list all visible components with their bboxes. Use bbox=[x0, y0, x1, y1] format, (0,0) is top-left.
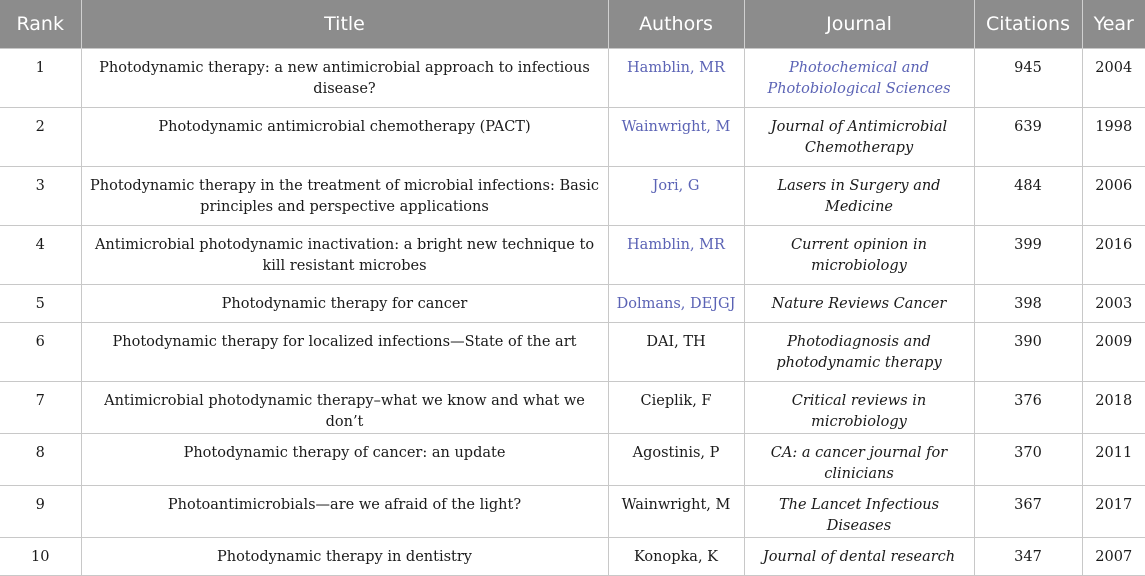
cell-year: 2009 bbox=[1082, 322, 1145, 381]
cell-author: Cieplik, F bbox=[608, 381, 744, 433]
header-journal: Journal bbox=[744, 0, 974, 48]
cell-year: 2011 bbox=[1082, 433, 1145, 485]
header-row bbox=[0, 0, 1145, 48]
cell-title: Photodynamic antimicrobial chemotherapy (PACT) bbox=[81, 107, 608, 166]
cell-year: 2003 bbox=[1082, 284, 1145, 322]
cell-author-link[interactable]: Hamblin, MR bbox=[608, 48, 744, 107]
cell-author: Konopka, K bbox=[608, 537, 744, 575]
cell-journal: Lasers in Surgery and Medicine bbox=[744, 166, 974, 225]
cell-title: Antimicrobial photodynamic therapy–what we know and what we don’t bbox=[81, 381, 608, 433]
cell-citations: 367 bbox=[974, 485, 1082, 537]
cell-citations: 390 bbox=[974, 322, 1082, 381]
table-row bbox=[0, 433, 1145, 485]
table-row bbox=[0, 537, 1145, 575]
table-row bbox=[0, 381, 1145, 433]
cell-citations: 398 bbox=[974, 284, 1082, 322]
header-year: Year bbox=[1082, 0, 1145, 48]
header-rank: Rank bbox=[0, 0, 81, 48]
cell-title: Photoantimicrobials—are we afraid of the light? bbox=[81, 485, 608, 537]
header-title: Title bbox=[81, 0, 608, 48]
cell-journal: The Lancet Infectious Diseases bbox=[744, 485, 974, 537]
table-row bbox=[0, 322, 1145, 381]
table-row bbox=[0, 107, 1145, 166]
cell-citations: 945 bbox=[974, 48, 1082, 107]
cell-citations: 347 bbox=[974, 537, 1082, 575]
cell-title: Antimicrobial photodynamic inactivation: a bright new technique to kill resistant microbes bbox=[81, 225, 608, 284]
cell-rank: 3 bbox=[0, 166, 81, 225]
cell-author-link[interactable]: Wainwright, M bbox=[608, 107, 744, 166]
cell-year: 2007 bbox=[1082, 537, 1145, 575]
cell-rank: 5 bbox=[0, 284, 81, 322]
table-row bbox=[0, 485, 1145, 537]
cell-year: 2006 bbox=[1082, 166, 1145, 225]
cell-rank: 4 bbox=[0, 225, 81, 284]
cell-journal-link[interactable]: Photochemical and Photobiological Sciences bbox=[744, 48, 974, 107]
cell-year: 2016 bbox=[1082, 225, 1145, 284]
cell-rank: 7 bbox=[0, 381, 81, 433]
cell-journal: Journal of Antimicrobial Chemotherapy bbox=[744, 107, 974, 166]
cell-rank: 10 bbox=[0, 537, 81, 575]
cell-citations: 376 bbox=[974, 381, 1082, 433]
table-row bbox=[0, 225, 1145, 284]
cell-rank: 8 bbox=[0, 433, 81, 485]
header-citations: Citations bbox=[974, 0, 1082, 48]
cell-rank: 2 bbox=[0, 107, 81, 166]
header-authors: Authors bbox=[608, 0, 744, 48]
cell-author-link[interactable]: Hamblin, MR bbox=[608, 225, 744, 284]
cell-year: 2017 bbox=[1082, 485, 1145, 537]
cell-citations: 370 bbox=[974, 433, 1082, 485]
cell-title: Photodynamic therapy in dentistry bbox=[81, 537, 608, 575]
cell-citations: 399 bbox=[974, 225, 1082, 284]
table-row bbox=[0, 284, 1145, 322]
cell-title: Photodynamic therapy in the treatment of microbial infections: Basic principles and perspective applications bbox=[81, 166, 608, 225]
cell-journal: Journal of dental research bbox=[744, 537, 974, 575]
cell-author: DAI, TH bbox=[608, 322, 744, 381]
cell-citations: 639 bbox=[974, 107, 1082, 166]
cell-author-link[interactable]: Jori, G bbox=[608, 166, 744, 225]
cell-rank: 6 bbox=[0, 322, 81, 381]
cell-title: Photodynamic therapy: a new antimicrobial approach to infectious disease? bbox=[81, 48, 608, 107]
cell-journal: Photodiagnosis and photodynamic therapy bbox=[744, 322, 974, 381]
table-row bbox=[0, 48, 1145, 107]
cell-author-link[interactable]: Dolmans, DEJGJ bbox=[608, 284, 744, 322]
cell-title: Photodynamic therapy for cancer bbox=[81, 284, 608, 322]
cell-title: Photodynamic therapy for localized infections—State of the art bbox=[81, 322, 608, 381]
cell-year: 1998 bbox=[1082, 107, 1145, 166]
cell-rank: 1 bbox=[0, 48, 81, 107]
cell-year: 2018 bbox=[1082, 381, 1145, 433]
cell-rank: 9 bbox=[0, 485, 81, 537]
cell-year: 2004 bbox=[1082, 48, 1145, 107]
cell-journal: CA: a cancer journal for clinicians bbox=[744, 433, 974, 485]
cell-journal: Current opinion in microbiology bbox=[744, 225, 974, 284]
cell-author: Agostinis, P bbox=[608, 433, 744, 485]
cell-author: Wainwright, M bbox=[608, 485, 744, 537]
cell-journal: Nature Reviews Cancer bbox=[744, 284, 974, 322]
cell-citations: 484 bbox=[974, 166, 1082, 225]
cell-title: Photodynamic therapy of cancer: an update bbox=[81, 433, 608, 485]
table-row bbox=[0, 166, 1145, 225]
cell-journal: Critical reviews in microbiology bbox=[744, 381, 974, 433]
